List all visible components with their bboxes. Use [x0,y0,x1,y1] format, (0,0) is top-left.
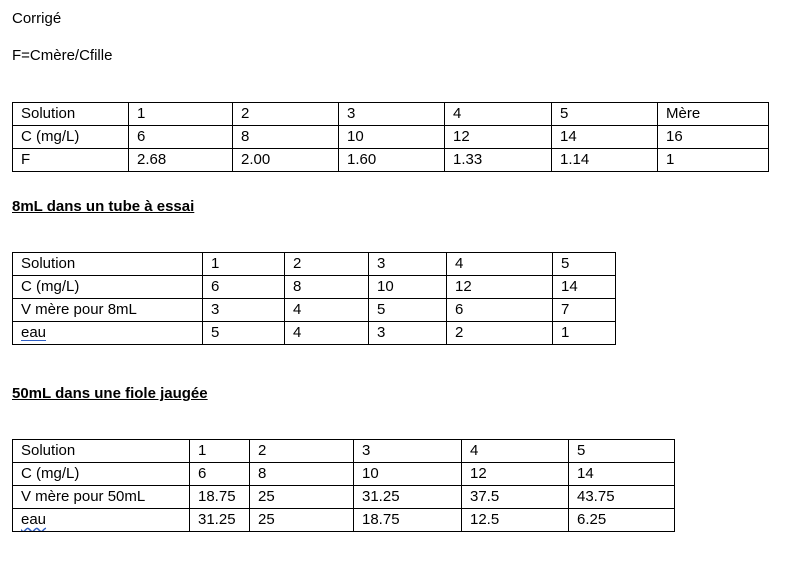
table-cell: 1 [129,103,233,126]
table-cell [13,322,203,345]
table-cell: 5 [569,440,675,463]
table-cell: 1 [190,440,250,463]
table-cell: C (mg/L) [13,463,190,486]
table-cell: Solution [13,440,190,463]
table-cell: 43.75 [569,486,675,509]
table-cell: 4 [447,253,553,276]
table-cell-text: eau [21,324,47,341]
table-cell: 5 [553,253,616,276]
table-row [13,486,675,509]
table-cell: 1.60 [339,149,445,172]
table-cell: 18.75 [354,509,462,532]
table-cell: V mère pour 8mL [13,299,203,322]
table-cell: 4 [285,322,369,345]
table-cell: 1.14 [552,149,658,172]
table-cell: 31.25 [190,509,250,532]
table-cell: 16 [658,126,769,149]
table-row [13,276,616,299]
table-cell: 3 [369,253,447,276]
table-cell: V mère pour 50mL [13,486,190,509]
table-cell: F [13,149,129,172]
table-row [13,322,616,345]
table-cell: 2 [447,322,553,345]
formula-text: F=Cmère/Cfille [12,47,113,64]
table-cell: 18.75 [190,486,250,509]
table-cell: 3 [203,299,285,322]
table-cell: 1 [658,149,769,172]
table-cell: 3 [369,322,447,345]
table-cell: 5 [369,299,447,322]
table-cell: 3 [339,103,445,126]
table-cell: 4 [285,299,369,322]
table-cell: C (mg/L) [13,276,203,299]
table-cell: 6 [190,463,250,486]
section-heading-tube: 8mL dans un tube à essai [12,198,195,215]
table-cell: 8 [250,463,354,486]
table-cell: 7 [553,299,616,322]
table-row [13,149,769,172]
flask-dilution-table [12,439,675,532]
table-cell: 6 [203,276,285,299]
table-cell: C (mg/L) [13,126,129,149]
table-cell: Solution [13,103,129,126]
tube-dilution-table [12,252,616,345]
table-cell: 6.25 [569,509,675,532]
dilution-factor-table [12,102,769,172]
table-row [13,463,675,486]
table-cell: 2.68 [129,149,233,172]
table-cell: 10 [339,126,445,149]
table-cell: 37.5 [462,486,569,509]
table-cell: 1 [203,253,285,276]
table-cell: 14 [552,126,658,149]
table-cell: 10 [354,463,462,486]
table-row [13,103,769,126]
table-cell: 12 [462,463,569,486]
table-cell: Mère [658,103,769,126]
table-cell [13,509,190,532]
table-cell: 8 [233,126,339,149]
table-cell: 10 [369,276,447,299]
table-cell: 4 [462,440,569,463]
table-cell: 31.25 [354,486,462,509]
table-cell: 8 [285,276,369,299]
table-cell: 3 [354,440,462,463]
table-row [13,126,769,149]
section-heading-flask: 50mL dans une fiole jaugée [12,385,208,402]
table-cell: 14 [569,463,675,486]
table-cell: 6 [129,126,233,149]
table-cell: 4 [445,103,552,126]
table-cell: Solution [13,253,203,276]
table-cell-text: eau [21,511,47,528]
table-cell: 5 [552,103,658,126]
table-cell: 1 [553,322,616,345]
table-cell: 14 [553,276,616,299]
table-cell: 1.33 [445,149,552,172]
table-cell: 2 [233,103,339,126]
table-cell: 12 [445,126,552,149]
table-cell: 6 [447,299,553,322]
table-row [13,299,616,322]
table-row [13,509,675,532]
table-cell: 25 [250,486,354,509]
table-cell: 12 [447,276,553,299]
table-cell: 12.5 [462,509,569,532]
table-cell: 5 [203,322,285,345]
table-cell: 25 [250,509,354,532]
table-row [13,253,616,276]
table-cell: 2 [250,440,354,463]
table-cell: 2.00 [233,149,339,172]
table-cell: 2 [285,253,369,276]
document-title: Corrigé [12,10,62,27]
table-row [13,440,675,463]
